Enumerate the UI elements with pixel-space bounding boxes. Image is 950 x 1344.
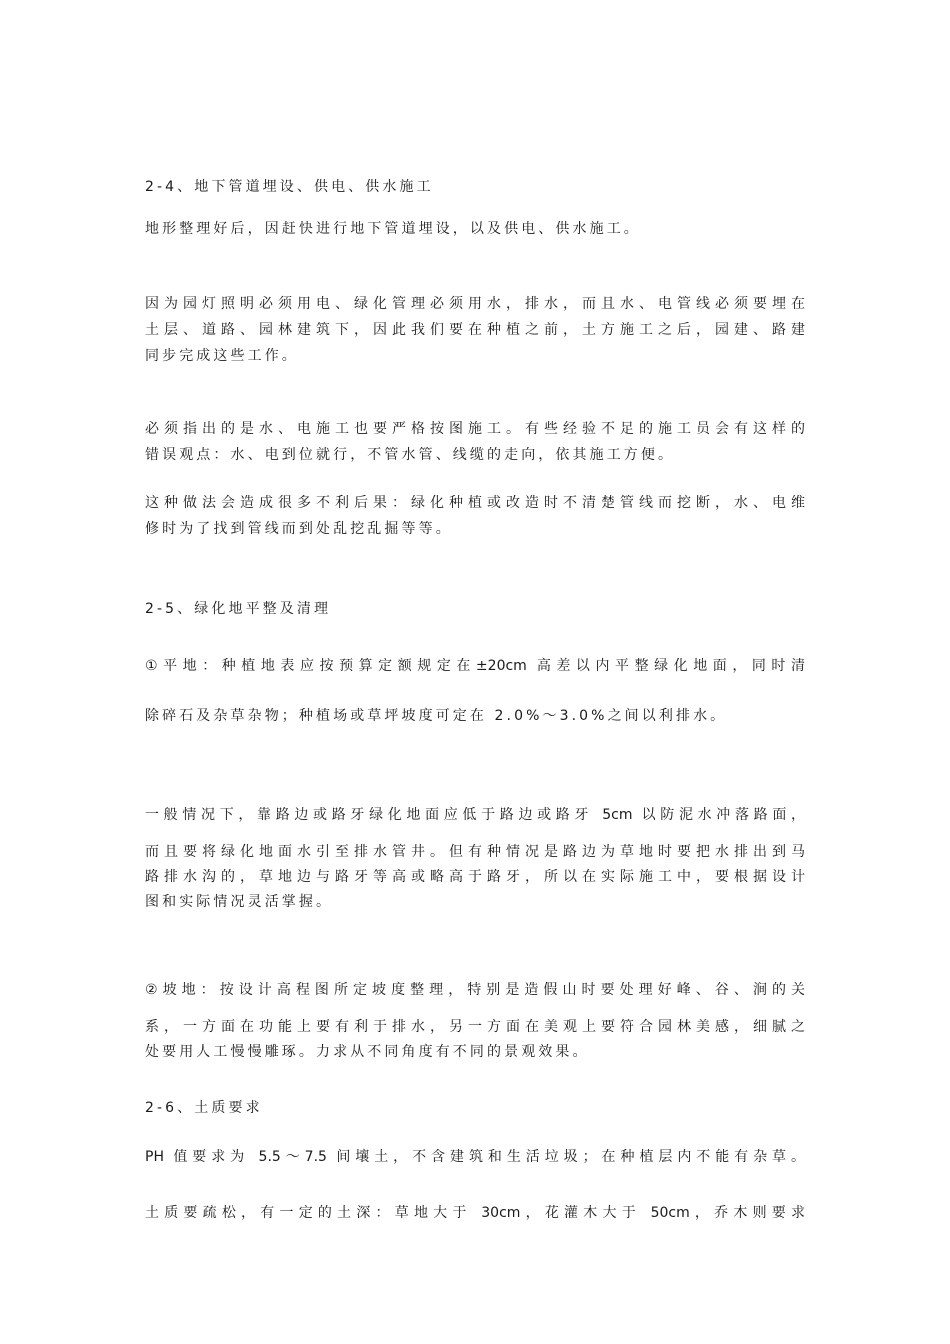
paragraph-line: ②坡地：按设计高程图所定坡度整理，特别是造假山时要处理好峰、谷、涧的关 <box>145 982 805 998</box>
heading-2-5: 2-5、绿化地平整及清理 <box>145 601 332 617</box>
paragraph-line: 路排水沟的，草地边与路牙等高或略高于路牙，所以在实际施工中，要根据设计 <box>145 869 805 885</box>
paragraph-line: 必须指出的是水、电施工也要严格按图施工。有些经验不足的施工员会有这样的 <box>145 421 805 437</box>
paragraph-line: 地形整理好后，因赶快进行地下管道埋设，以及供电、供水施工。 <box>145 221 641 237</box>
heading-2-6: 2-6、土质要求 <box>145 1100 263 1116</box>
paragraph-line: PH 值要求为 5.5～7.5 间壤土，不含建筑和生活垃圾；在种植层内不能有杂草。 <box>145 1149 805 1165</box>
paragraph-line: 除碎石及杂草杂物；种植场或草坪坡度可定在 2.0%～3.0%之间以利排水。 <box>145 708 728 724</box>
paragraph-line: 这种做法会造成很多不利后果：绿化种植或改造时不清楚管线而挖断，水、电维 <box>145 495 805 511</box>
paragraph-line: 而且要将绿化地面水引至排水管井。但有种情况是路边为草地时要把水排出到马 <box>145 844 805 860</box>
paragraph-line: 一般情况下，靠路边或路牙绿化地面应低于路边或路牙 5cm 以防泥水冲落路面， <box>145 807 805 823</box>
paragraph-line: 土质要疏松，有一定的土深：草地大于 30cm，花灌木大于 50cm，乔木则要求 <box>145 1205 805 1221</box>
paragraph-line: ①平地：种植地表应按预算定额规定在±20cm 高差以内平整绿化地面，同时清 <box>145 658 805 674</box>
paragraph-line: 处要用人工慢慢雕琢。力求从不同角度有不同的景观效果。 <box>145 1044 590 1060</box>
heading-2-4: 2-4、地下管道埋设、供电、供水施工 <box>145 179 434 195</box>
paragraph-line: 同步完成这些工作。 <box>145 348 299 364</box>
paragraph-line: 系，一方面在功能上要有利于排水，另一方面在美观上要符合园林美感，细腻之 <box>145 1019 805 1035</box>
paragraph-line: 错误观点：水、电到位就行，不管水管、线缆的走向，依其施工方便。 <box>145 447 676 463</box>
paragraph-line: 图和实际情况灵活掌握。 <box>145 894 334 910</box>
paragraph-line: 因为园灯照明必须用电、绿化管理必须用水，排水，而且水、电管线必须要埋在 <box>145 296 805 312</box>
paragraph-line: 土层、道路、园林建筑下，因此我们要在种植之前，土方施工之后，园建、路建 <box>145 322 805 338</box>
paragraph-line: 修时为了找到管线而到处乱挖乱掘等等。 <box>145 521 453 537</box>
